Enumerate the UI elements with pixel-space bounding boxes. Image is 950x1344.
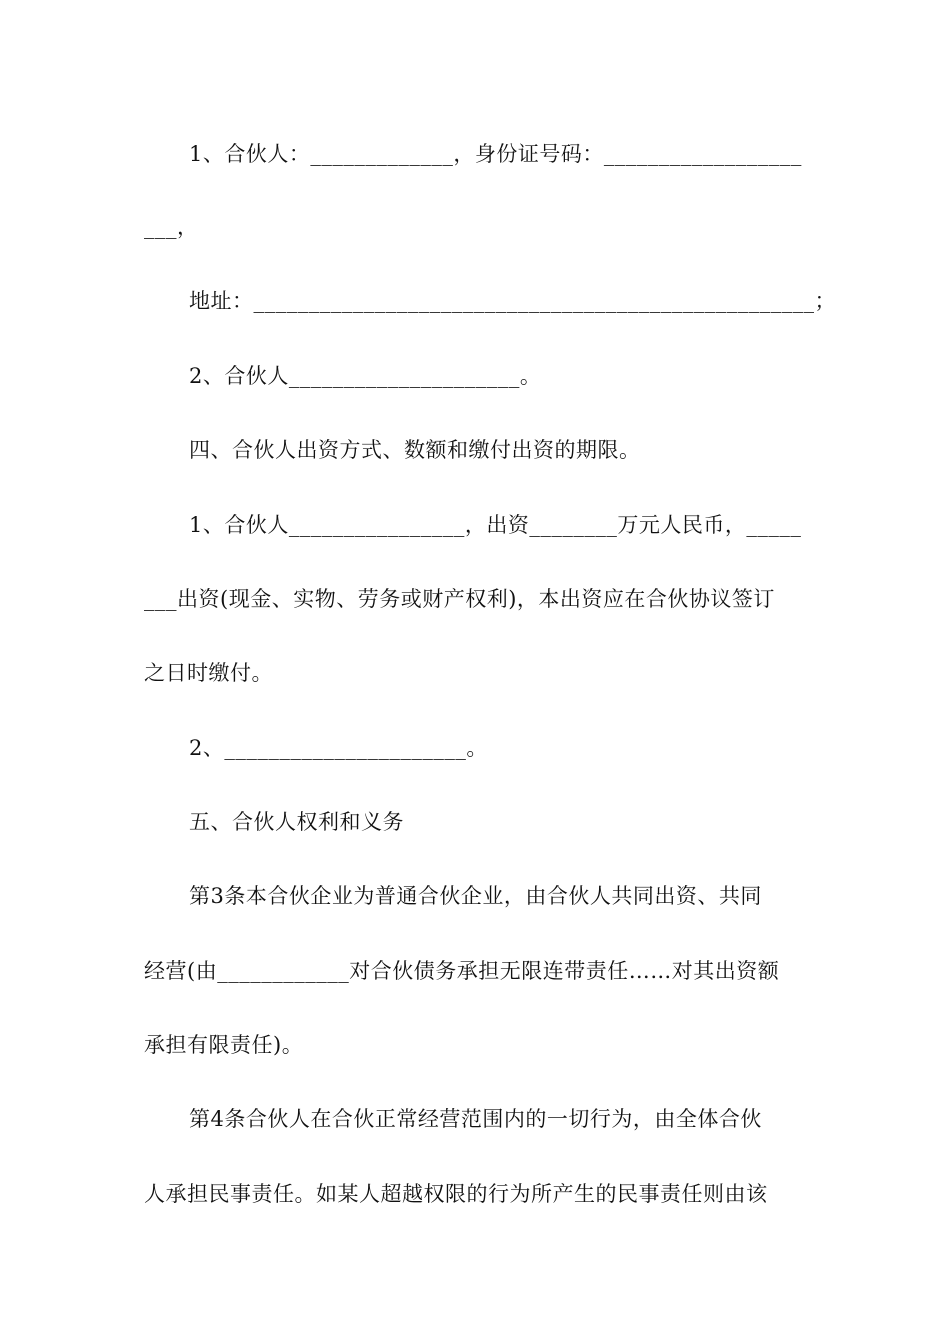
article-3-line: 第3条本合伙企业为普通合伙企业，由合伙人共同出资、共同: [189, 884, 762, 908]
section-heading-rights: 五、合伙人权利和义务: [189, 810, 404, 834]
article-3-end: 承担有限责任)。: [144, 1033, 304, 1057]
capital-item-1-line: 1、合伙人________________，出资________万元人民币，_____: [189, 513, 802, 537]
partner-1-id-continuation: ___，: [144, 215, 199, 239]
article-4-line: 第4条合伙人在合伙正常经营范围内的一切行为，由全体合伙: [189, 1107, 762, 1131]
address-line: 地址：___________________________________________________；: [189, 289, 836, 313]
partner-2-line: 2、合伙人_____________________。: [189, 364, 542, 388]
article-3-continuation: 经营(由____________对合伙债务承担无限连带责任……对其出资额: [144, 959, 780, 983]
section-heading-capital: 四、合伙人出资方式、数额和缴付出资的期限。: [189, 438, 641, 462]
capital-item-1-end: 之日时缴付。: [144, 661, 273, 685]
partner-1-line: 1、合伙人：_____________，身份证号码：__________________: [189, 142, 802, 166]
capital-item-1-continuation: ___出资(现金、实物、劳务或财产权利)，本出资应在合伙协议签订: [144, 587, 775, 611]
capital-item-2-line: 2、______________________。: [189, 736, 488, 760]
article-4-continuation: 人承担民事责任。如某人超越权限的行为所产生的民事责任则由该: [144, 1182, 768, 1206]
